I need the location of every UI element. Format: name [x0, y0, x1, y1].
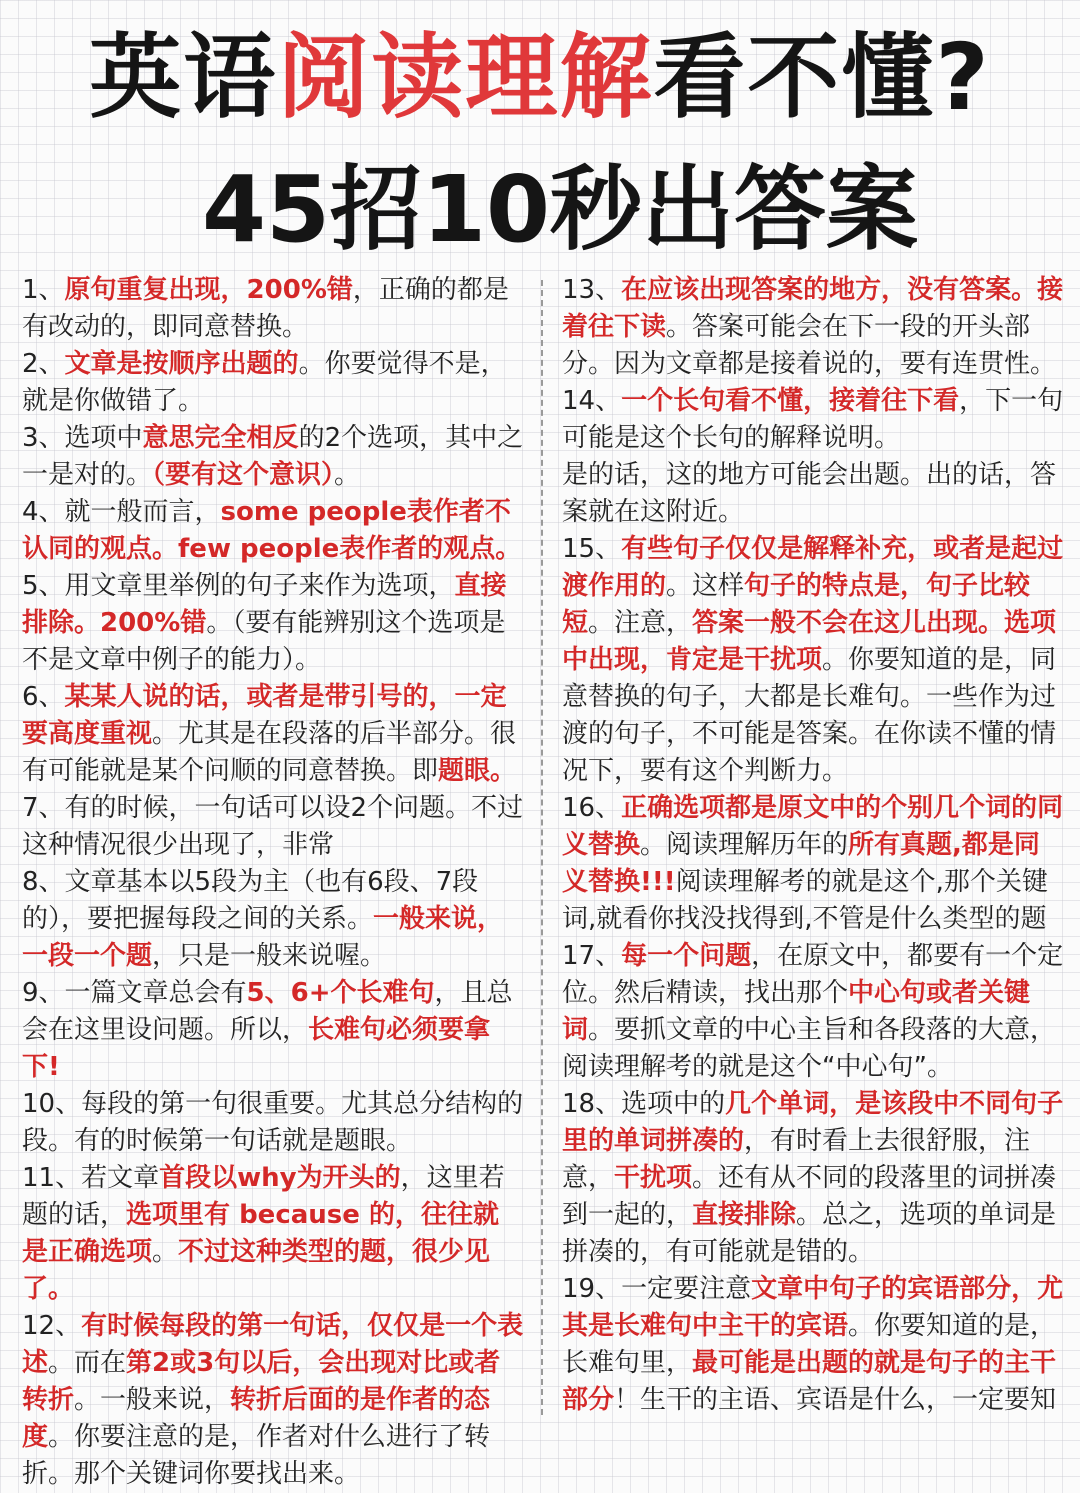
tip-text: 3、选项中	[22, 423, 143, 453]
tip-text: ，正确的都是有改动的，即同意替换。	[22, 275, 509, 342]
tip-text: 11、若文章	[22, 1163, 160, 1193]
tip-text: 13、	[562, 275, 622, 305]
tip-text: 。总之，选项的单词是拼凑的，有可能就是错的。	[562, 1200, 1057, 1267]
tip-item	[22, 1086, 524, 1160]
tip-item	[22, 864, 524, 975]
highlight-text: 一般来说，一段一个题	[22, 904, 504, 971]
highlight-text: 有些句子仅仅是解释补充，或者是起过渡作用的	[562, 534, 1064, 601]
tip-text: 。	[152, 1237, 179, 1267]
highlight-text: 文章中句子的宾语部分，尤其是长难句中主干的宾语	[562, 1274, 1064, 1341]
page-title-line2: 45招10秒出答案	[201, 156, 919, 263]
tip-text: 14、	[562, 386, 622, 416]
tip-text: ！生干的主语、宾语是什么，一定要知	[614, 1385, 1057, 1415]
tip-text: 。注意，	[588, 608, 693, 638]
tip-text: 9、一篇文章总会有	[22, 978, 247, 1008]
title-black-a: 英语	[89, 24, 278, 131]
right-column	[562, 272, 1064, 1419]
tip-text: 的2个选项，其中之一是对的。	[22, 423, 524, 490]
highlight-text: 意思完全相反	[142, 423, 299, 453]
tip-item	[562, 790, 1064, 938]
tip-text: ，在原文中，都要有一个定位。然后精读，找出那个	[562, 941, 1064, 1008]
tip-item	[22, 975, 524, 1086]
highlight-text: 所有真题,都是同义替换!!!	[562, 830, 1040, 897]
tip-text: 。而在	[48, 1348, 127, 1378]
highlight-text: 直接排除	[692, 1200, 797, 1230]
tip-text: 6、	[22, 682, 65, 712]
tip-item	[22, 272, 524, 346]
highlight-text: 最可能是出题的就是句子的主干部分	[562, 1348, 1057, 1415]
tip-item	[22, 494, 524, 568]
tip-text: 10、每段的第一句很重要。尤其总分结构的段。有的时候第一句话就是题眼。	[22, 1089, 524, 1156]
tip-text: 阅读理解考的就是这个,那个关键词,就看你找没找得到,不管是什么类型的题	[562, 867, 1048, 934]
tip-text: ，且总会在这里设问题。所以，	[22, 978, 513, 1045]
highlight-text: 选项里有 because 的，往往就是正确选项	[22, 1200, 499, 1267]
tip-text: 1、	[22, 275, 65, 305]
left-column	[22, 272, 524, 1493]
tip-text: 17、	[562, 941, 622, 971]
tip-item	[562, 272, 1064, 383]
highlight-text: 直接排除。200%错	[22, 571, 507, 638]
highlight-text: some people表作者不认同的观点。few people表作者的观点。	[22, 497, 522, 564]
highlight-text: 一个长句看不懂，接着往下看	[621, 386, 960, 416]
highlight-text: 5、6+个长难句	[246, 978, 435, 1008]
tip-text: 。答案可能会在下一段的开头部分。因为文章都是接着说的，要有连贯性。	[562, 312, 1057, 379]
tip-text: 是的话，这的地方可能会出题。出的话，答案就在这附近。	[562, 460, 1057, 527]
highlight-text: 干扰项	[614, 1163, 693, 1193]
highlight-text: 转折后面的是作者的态度	[22, 1385, 491, 1452]
tip-item	[22, 1308, 524, 1493]
tip-text: 。你要知道的是，长难句里，	[562, 1311, 1057, 1378]
tip-text: 15、	[562, 534, 622, 564]
page-title-line1	[0, 18, 1080, 138]
tip-item	[22, 568, 524, 679]
tip-item	[562, 938, 1064, 1086]
tip-item	[562, 1271, 1064, 1419]
tip-item	[22, 679, 524, 790]
tip-text: 。你要觉得不是，就是你做错了。	[22, 349, 507, 416]
tip-item	[562, 531, 1064, 790]
tip-text: 。你要知道的是，同意替换的句子，大都是长难句。一些作为过渡的句子，不可能是答案。在你读不懂的情况下，要有这个判断力。	[562, 645, 1057, 786]
highlight-text: 题眼。	[438, 756, 517, 786]
tip-text: 18、选项中的	[562, 1089, 726, 1119]
highlight-text: 有时候每段的第一句话，仅仅是一个表述	[22, 1311, 524, 1378]
tip-item	[562, 383, 1064, 457]
tip-text: 。尤其是在段落的后半部分。很有可能就是某个问顺的同意替换。即	[22, 719, 517, 786]
tip-text: 。这样	[666, 571, 745, 601]
title-black-b: 看不懂?	[653, 24, 991, 131]
tip-item	[22, 1160, 524, 1308]
tip-text: 19、一定要注意	[562, 1274, 752, 1304]
tip-text: 8、文章基本以5段为主（也有6段、7段的），要把握每段之间的关系。	[22, 867, 479, 934]
highlight-text: 在应该出现答案的地方，没有答案。接着往下读	[562, 275, 1064, 342]
highlight-text: 答案一般不会在这儿出现。选项中出现，肯定是干扰项	[562, 608, 1057, 675]
tip-item	[562, 457, 1064, 531]
tip-text: 5、用文章里举例的句子来作为选项，	[22, 571, 455, 601]
tip-text: 2、	[22, 349, 65, 379]
tip-text: 7、有的时候，一句话可以设2个问题。不过这种情况很少出现了，非常	[22, 793, 524, 860]
tip-text: 。（要有能辨别这个选项是不是文章中例子的能力）。	[22, 608, 506, 675]
tip-text: ，只是一般来说喔。	[152, 941, 387, 971]
title-red: 阅读理解	[277, 24, 654, 131]
tip-text: ，这里若题的话，	[22, 1163, 505, 1230]
tip-text: 4、就一般而言，	[22, 497, 221, 527]
highlight-text: 某某人说的话，或者是带引号的，一定要高度重视	[22, 682, 507, 749]
highlight-text: 不过这种类型的题，很少见了。	[22, 1237, 491, 1304]
highlight-text: 每一个问题	[621, 941, 752, 971]
tip-text: 。你要注意的是，作者对什么进行了转折。那个关键词你要找出来。	[22, 1422, 491, 1489]
tip-text: 。	[334, 460, 361, 490]
highlight-text: 句子的特点是，句子比较短	[562, 571, 1031, 638]
highlight-text: 首段以why为开头的	[159, 1163, 401, 1193]
column-divider	[541, 280, 543, 1415]
highlight-text: （要有这个意识）	[152, 460, 335, 490]
tip-text: ，有时看上去很舒服，注意，	[562, 1126, 1031, 1193]
highlight-text: 第2或3句以后，会出现对比或者转折	[22, 1348, 501, 1415]
highlight-text: 原句重复出现，200%错	[64, 275, 353, 305]
tip-text: 。还有从不同的段落里的词拼凑到一起的，	[562, 1163, 1057, 1230]
tip-item	[562, 1086, 1064, 1271]
tip-item	[22, 346, 524, 420]
tip-text: 。阅读理解历年的	[640, 830, 849, 860]
tip-item	[22, 420, 524, 494]
tip-text: 。一般来说，	[74, 1385, 231, 1415]
highlight-text: 长难句必须要拿下!	[22, 1015, 491, 1082]
highlight-text: 文章是按顺序出题的	[64, 349, 299, 379]
tip-text: ，下一句可能是这个长句的解释说明。	[562, 386, 1064, 453]
tip-item	[22, 790, 524, 864]
tip-text: 12、	[22, 1311, 82, 1341]
highlight-text: 正确选项都是原文中的个别几个词的同义替换	[562, 793, 1064, 860]
tip-text: 。要抓文章的中心主旨和各段落的大意，阅读理解考的就是这个“中心句”。	[562, 1015, 1057, 1082]
highlight-text: 几个单词，是该段中不同句子里的单词拼凑的	[562, 1089, 1064, 1156]
tip-text: 16、	[562, 793, 622, 823]
highlight-text: 中心句或者关键词	[562, 978, 1031, 1045]
